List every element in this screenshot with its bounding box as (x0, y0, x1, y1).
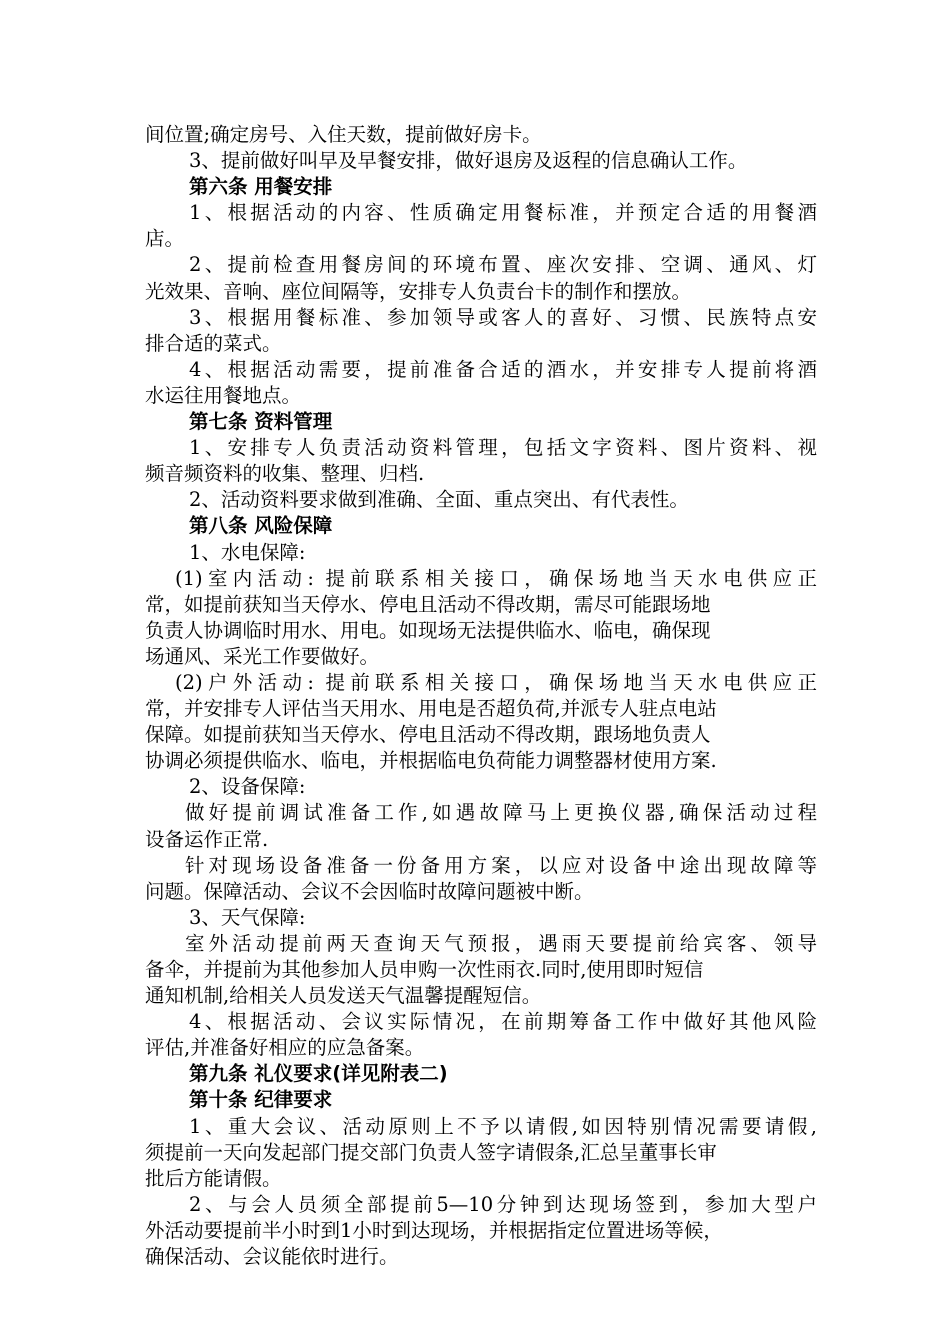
text-line: 频音频资料的收集、整理、归档. (145, 462, 425, 486)
section-heading: 第七条 资料管理 (189, 410, 333, 434)
text-line: 确保活动、会议能依时进行。 (145, 1245, 399, 1269)
section-heading: 第八条 风险保障 (189, 514, 333, 538)
text-line: 光效果、音响、座位间隔等，安排专人负责台卡的制作和摆放。 (145, 279, 692, 303)
text-line: 3、根据用餐标准、参加领导或客人的喜好、习惯、民族特点安 (189, 305, 817, 329)
text-line: (1)室内活动: 提前联系相关接口，确保场地当天水电供应正 (175, 566, 817, 590)
text-line: 2、与会人员须全部提前5—10分钟到达现场签到，参加大型户 (189, 1192, 817, 1216)
section-heading: 第十条 纪律要求 (189, 1088, 333, 1112)
text-line: 保障。如提前获知当天停水、停电且活动不得改期，跟场地负责人 (145, 723, 711, 747)
text-line: 协调必须提供临水、临电，并根据临电负荷能力调整器材使用方案. (145, 749, 717, 773)
text-line: 排合适的菜式。 (145, 331, 282, 355)
text-line: 间位置;确定房号、入住天数，提前做好房卡。 (145, 123, 542, 146)
text-line: 2、提前检查用餐房间的环境布置、座次安排、空调、通风、灯 (189, 253, 817, 277)
text-line: 3、天气保障: (189, 905, 306, 929)
document-body (145, 122, 817, 1270)
text-line: 外活动要提前半小时到1小时到达现场，并根据指定位置进场等候， (145, 1218, 723, 1242)
text-line: 常，并安排专人评估当天用水、用电是否超负荷,并派专人驻点电站 (145, 697, 717, 721)
text-line: 做好提前调试准备工作,如遇故障马上更换仪器,确保活动过程 (185, 801, 817, 825)
text-line: 2、活动资料要求做到准确、全面、重点突出、有代表性。 (189, 488, 689, 512)
text-line: 通知机制,给相关人员发送天气温馨提醒短信。 (145, 984, 542, 1008)
text-line: 备伞，并提前为其他参加人员申购一次性雨衣.同时,使用即时短信 (145, 958, 704, 981)
text-line: 店。 (145, 227, 185, 251)
text-line: 室外活动提前两天查询天气预报，遇雨天要提前给宾客、领导 (185, 931, 817, 955)
text-line: 须提前一天向发起部门提交部门负责人签字请假条,汇总呈董事长审 (145, 1140, 717, 1164)
text-line: 批后方能请假。 (145, 1166, 282, 1190)
section-heading: 第六条 用餐安排 (189, 175, 333, 199)
text-line: 4、根据活动、会议实际情况，在前期筹备工作中做好其他风险 (189, 1010, 817, 1034)
text-line: 1、安排专人负责活动资料管理，包括文字资料、图片资料、视 (189, 436, 817, 460)
text-line: 1、重大会议、活动原则上不予以请假,如因特别情况需要请假, (189, 1114, 817, 1138)
text-line: 针对现场设备准备一份备用方案，以应对设备中途出现故障等 (185, 853, 817, 877)
text-line: 1、根据活动的内容、性质确定用餐标准，并预定合适的用餐酒 (189, 201, 817, 225)
text-line: 负责人协调临时用水、用电。如现场无法提供临水、临电，确保现 (145, 618, 711, 642)
text-line: 问题。保障活动、会议不会因临时故障问题被中断。 (145, 879, 594, 903)
text-line: 4、根据活动需要，提前准备合适的酒水，并安排专人提前将酒 (189, 357, 817, 381)
text-line: 2、设备保障: (189, 775, 306, 799)
text-line: 常，如提前获知当天停水、停电且活动不得改期，需尽可能跟场地 (145, 592, 711, 616)
text-line: 设备运作正常. (145, 827, 269, 851)
text-line: 场通风、采光工作要做好。 (145, 644, 380, 668)
text-line: 1、水电保障: (189, 540, 306, 564)
text-line: 评估,并准备好相应的应急备案。 (145, 1036, 425, 1060)
text-line: 3、提前做好叫早及早餐安排，做好退房及返程的信息确认工作。 (189, 149, 748, 173)
section-heading: 第九条 礼仪要求(详见附表二) (189, 1062, 448, 1086)
text-line: (2)户外活动: 提前联系相关接口，确保场地当天水电供应正 (175, 670, 817, 694)
text-line: 水运往用餐地点。 (145, 383, 302, 407)
